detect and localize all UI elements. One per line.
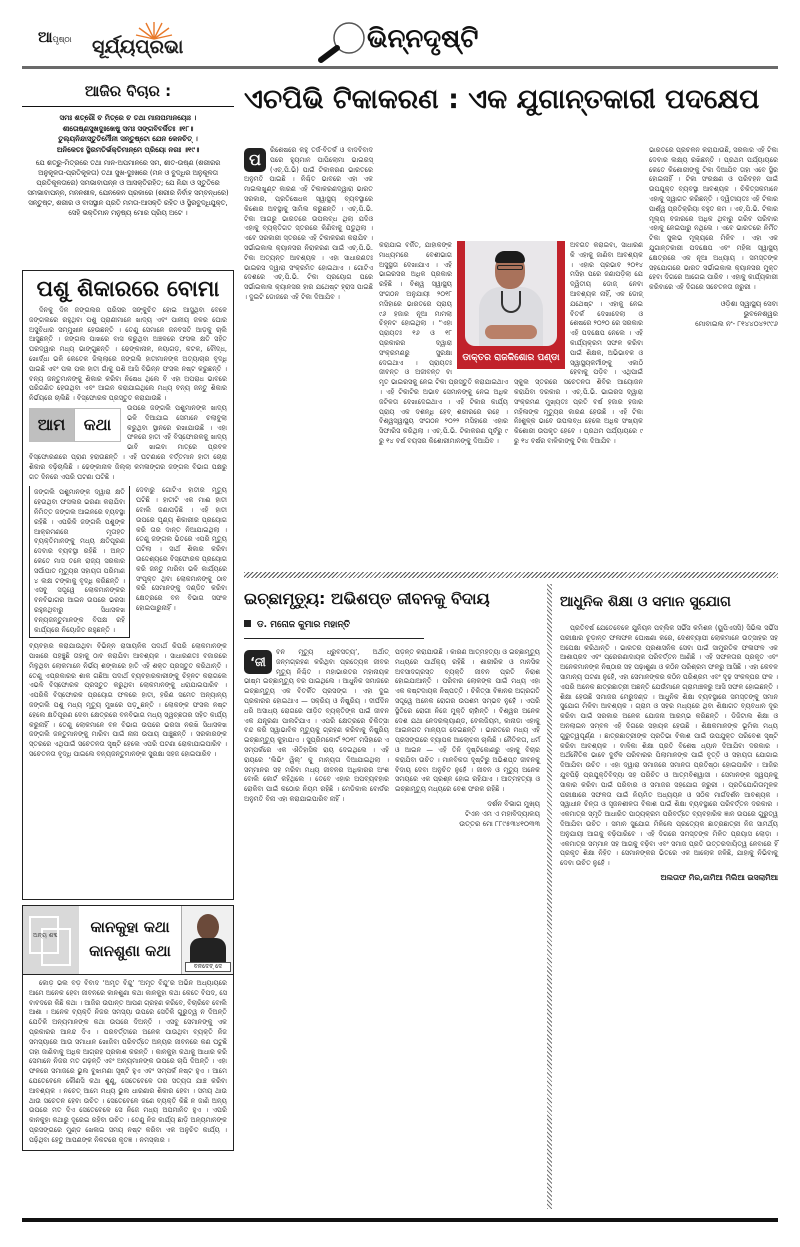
section-logo bbox=[315, 18, 555, 66]
signature-line: ଭୁବନେଶ୍ୱର bbox=[743, 309, 778, 318]
editorial-middle: ଉପରେ ଜଙ୍ଗଲି ପଶୁମାନଙ୍କ ଖାଦ୍ୟ ଭଳି ଦିଆଯାଇ ସେମାନେ ଚଲାବୁଲା କରୁଥିବା ସ୍ଥାନରେ ରଖାଯାଉଛି । ଏହା ଫଳରେ ହାତୀ ଏହି ବିସ୍ଫୋରକକୁ ଖାଦ୍ୟ ଭାବି ଖାଇବା ମାତ୍ରେ ପ୍ରବଳ ବିସ୍ଫୋରଣରେ ପ୍ରାଣ ହରାଉଛନ୍ତି । ଏହି ଘଟଣାରେ ବର୍ତ୍ତମାନ ହାତୀ ଚୋରା ଶିକାର ବଢ଼ିଚାଲିଛି । ଢେଙ୍କାନାଳ ଜିଲ୍ଲା କମଳାଙ୍ଗର ଜଙ୍ଗଲ ବିଭାଗ ପକ୍ଷରୁ ଗତ ଦିନରେ ଏପରି ଘଟଣା ଘଟିଛି । bbox=[29, 403, 227, 481]
badge-word: ଆମ bbox=[29, 408, 74, 442]
education-headline: ଆଧୁନିକ ଶିକ୍ଷା ଓ ସମାନ ସୁଯୋଗ bbox=[560, 594, 731, 610]
badge-word: କଥା bbox=[74, 408, 121, 442]
verse-line: ସମଃ ଶତ୍ରୌ ଚ ମିତ୍ରେ ଚ ତଥା ମାନାପମାନୟୋଃ । bbox=[59, 114, 197, 122]
section-divider bbox=[244, 572, 778, 578]
main-column-1 bbox=[244, 146, 373, 447]
euthanasia-article bbox=[244, 648, 540, 829]
verse-line: ତୁଲ୍ୟନିନ୍ଦାସ୍ତୁତିର୍ମୌନୀ ସନ୍ତୁଷ୍ଟୋ ଯେନ କେନଚିତ୍ । bbox=[58, 135, 198, 143]
stethoscope-icon bbox=[501, 291, 521, 313]
column-divider bbox=[547, 584, 552, 1209]
article2-column-1 bbox=[244, 648, 389, 829]
column-text: ଅବଗତ କରାଇବା, ସାଧାରଣ କି ଏହାକୁ ଜାଣିବା ଆବଶ୍ୟକ । ଏହାର ପ୍ରଭାବ ୨୦୧୪ ମସିହା ପରେ ଜଣାପଡ଼ିଲା ଯେ ଦ୍ୱିତୀୟ ଡୋଜ୍ ନେବା ଆବଶ୍ୟକ ନାହିଁ, ଏକ ଡୋଜ୍ ଯଥେଷ୍ଟ । ଏହାକୁ ନେଇ ବିତର୍କ ଦେଖାଦେଲା ଓ ଶେଷରେ ୨୦୨୦ ରେ ସରକାର ଏହି ପଦକ୍ଷେପ ନେଲେ । ଏହି କାର୍ଯ୍ୟକ୍ରମ ସଫଳ କରିବା ପାଇଁ ଶିକ୍ଷକ, ଅଭିଭାବକ ଓ ସ୍ୱାସ୍ଥ୍ୟକର୍ମୀଙ୍କୁ ଏକାଠି ହେବାକୁ ପଡ଼ିବ । ଏଥିପାଇଁ ସ୍କୁଲ ସ୍ତରରେ ସଚେତନତା ଶିବିର ଆୟୋଜନ କରାଯିବା ଦରକାର । ଏଚ୍.ପି.ଭି. ଭାଇରସ ଦ୍ୱାରା ସଂକ୍ରମଣ ମୁଖ୍ୟତଃ ପ୍ରତି ବର୍ଷ ହଜାର ହଜାର ମହିଳାଙ୍କ ମୃତ୍ୟୁର କାରଣ ହେଉଛି । ଏହି ଟିକା ନିଃଶୁଳ୍କ ଭାବେ ଉପଲବ୍ଧ ହେଲେ ଅଧିକ ସଂଖ୍ୟକ କିଶୋରୀ ଉପକୃତ ହେବେ । ପ୍ରଥମ ପର୍ଯ୍ୟାୟରେ ୯ ରୁ ୧୪ ବର୍ଷର ବାଳିକାଙ୍କୁ ଟିକା ଦିଆଯିବ । bbox=[514, 241, 643, 445]
column-logo-text: ଅନ୍ୟ ଶବ୍ଦ bbox=[33, 932, 58, 939]
editorial-article bbox=[22, 270, 234, 900]
signature-line: ଉତ୍ତର ମୋ ୮୮୯୫୩୪୧୦୩୩ bbox=[459, 819, 540, 828]
column-text: ରିଶେଷରେ କହୁ ତର୍ଜ-ବିତର୍କ ଓ ବାଦବିବାଦ ପରେ ହ୍ୟୁମାନ ପାପିଲୋମା ଭାଇରସ୍ (ଏଚ୍.ପି.ଭି) ପାଇଁ ଟିକାକରଣ ଭାରତରେ ଅନୁମତି ପାଇଛି । ନିଶ୍ଚିତ ଭାବରେ ଏହା ଏକ ମାଇଲଖୁଣ୍ଟ କାରଣ ଏହି ଟିକାକରଣଦ୍ୱାରା ଭାରତ ସରକାର, ପ୍ରତିଷେଧକ ସ୍ୱାସ୍ଥ୍ୟ ବ୍ୟବସ୍ଥାରେ କିଶୋର ଅବସ୍ଥାକୁ ସାମିଲ କରୁଛନ୍ତି । ଏଚ୍.ପି.ଭି. ଟିକା ଆଗରୁ ଭାରତରେ ଉପଲବ୍ଧ ଥିଲା ଯଦିଓ ଏହାକୁ ବ୍ୟକ୍ତିଗତ ସ୍ତରରେ କିଣିବାକୁ ପଡୁଥିଲା । ଏବେ ସରକାରୀ ସ୍ତରରେ ଏହି ଟିକାକରଣ କରାଯିବ । ସର୍ଭାଇକାଲ କ୍ୟାନସର ନିରାକରଣ ପାଇଁ ଏଚ୍.ପି.ଭି. ଟିକା ଅତ୍ୟନ୍ତ ଆବଶ୍ୟକ । ଏହା ସାଧାରଣତଃ ଭାଇରସ ଦ୍ୱାରା ସଂକ୍ରମିତ ହୋଇଥାଏ । ଗୋଟିଏ ଦେଶରେ ଏଚ୍.ପି.ଭି. ଟିକା ପ୍ରୟୋଗ ପରେ ସର୍ଭାଇକାଲ କ୍ୟାନସର ହାର ଯଥେଷ୍ଟ ହ୍ରାସ ପାଇଛି । ଦୁଇଟି ଡୋଜରେ ଏହି ଟିକା ଦିଆଯିବ । bbox=[244, 146, 373, 301]
drop-cap: ପ bbox=[244, 148, 266, 172]
todays-thought-title: ଆଜିର ବିଚାର : bbox=[22, 82, 234, 107]
column-text: କରାଯାଇ ବର୍ଜିତ, ଯାହାକଙ୍କ ମାଧ୍ୟମରେ ବେଶୀଭାଗ ଅସୁସ୍ଥତା ଦେଖାଯାଏ । ଏହି ଭାଇରସର ଅଧିକ ପ୍ରକାର ରହିଛି । ବିଶ୍ୱ ସ୍ୱାସ୍ଥ୍ୟ ସଂଗଠନ ଅନୁଯାୟୀ ୨୦୧୮ ମସିହାରେ ଭାରତରେ ପ୍ରାୟ ୯୬ ହଜାର ନୂଆ ମାମଲା ଚିହ୍ନଟ ହୋଇଥିଲା । “ଏହା ପ୍ରାୟତଃ ୧୬ ଓ ୧୮ ପ୍ରକାରର ଦ୍ୱାରା ସଂକ୍ରମଣରୁ ସୁରକ୍ଷା ଦେଇଥାଏ । ପ୍ରାୟତଃ ଜୀବନ୍ତ ଓ ଅଜୀବନ୍ତ ବା ମୃତ ଭାଇରସକୁ ନେଇ ଟିକା ପ୍ରସ୍ତୁତି କରାଯାଇଥାଏ । ଏହି ଟିକାଟିର ଅଭାବ ସେମାନଙ୍କୁ ନେଇ ଅଧିକ ଜଟିଳତା ଦେଖାଦେଇଥାଏ । ଏହି ଟିକାର କାର୍ଯ୍ୟ ପ୍ରାୟ ଏକ ଦଶନ୍ଧି ହେବ୍ ଶରୀରରେ ରହେ । ବିଶ୍ୱସ୍ୱାସ୍ଥ୍ୟ ସଂଗଠନ ୨୦୨୨ ମସିହାରେ ଏହାର ସିଫାରିସ କରିଥିଲା । ଏଚ୍.ପି.ଭି. ଟିକାକରଣ ପୂର୍ବରୁ ୯ ରୁ ୧୪ ବର୍ଷ ବୟସର କିଶୋରୀମାନଙ୍କୁ ଦିଆଯିବ । bbox=[379, 241, 508, 445]
author-photo bbox=[181, 906, 233, 974]
sanskrit-verse bbox=[22, 113, 234, 155]
masthead bbox=[0, 0, 800, 68]
signature-line: ଓଡ଼ିଶା ସ୍ୱାସ୍ଥ୍ୟ ସେବା bbox=[720, 299, 778, 308]
doctor-photo bbox=[457, 241, 565, 369]
signature-line: ମୋବାଇଲ ନଂ- ୮୧୪୪୦୪୨୯୯୬ bbox=[695, 319, 778, 328]
main-article-signature bbox=[649, 299, 778, 329]
author-name: ବନଦେବ୍ ଦେ bbox=[185, 962, 231, 972]
education-text: ପ୍ରତିବର୍ଷ ଯେତେବେଳେ ଯୁନିୟନ ପବ୍ଲିକ ସର୍ଭିସ କମିଶନ (ୟୁପିଏସସି) ସିଭିଲ ସର୍ଭିସ ପରୀକ୍ଷାର ଚୂଡ଼ାନ୍ତ ଫଳାଫଳ ଘୋଷଣା କରେ, ଦେଶବ୍ୟାପୀ ଲୋକମାନେ ଉତ୍ସାହର ସହ ଅପେକ୍ଷା କରିଥାନ୍ତି । ଭାରତର ପ୍ରଶାସନିକ ସେବା ପାଇଁ ସାମ୍ପ୍ରତିକ ଫଳାଫଳ ଏକ ଆଶାପ୍ରଦ ଏବଂ ପ୍ରେରଣାଦାୟକ ପରିବର୍ତ୍ତନ ଆଣିଛି । ଏହି ସଫଳତାର ପ୍ରକୃତ ଏବଂ ଅନେକମାନଙ୍କ ନିଷ୍ଠାର ସହ ପଢ଼ାଶୁଣା ଓ କଠିନ ପରିଶ୍ରମ ଫଳରୁ ଆସିଛି । ଏହା କେବଳ ସାମାନ୍ୟ ଘଟଣା ନୁହେଁ, ଏହା ସେମାନଙ୍କର କଠିନ ପରିଶ୍ରମ ଏବଂ ଦୃଢ଼ ସଂକଳ୍ପର ଫଳ । ଏପରି ଅନେକ ଛାତ୍ରଛାତ୍ରୀ ଅଛନ୍ତି ଯେଉଁମାନେ ଗ୍ରାମାଞ୍ଚଳରୁ ଆସି ସଫଳ ହୋଇଛନ୍ତି । ଶିକ୍ଷା ହେଉଛି ସମାଜର ମେରୁଦଣ୍ଡ । ଆଧୁନିକ ଶିକ୍ଷା ବ୍ୟବସ୍ଥାରେ ସମସ୍ତଙ୍କୁ ସମାନ ସୁଯୋଗ ମିଳିବା ଆବଶ୍ୟକ । ଗ୍ରାମ ଓ ସହର ମଧ୍ୟରେ ଥିବା ଶିକ୍ଷାଗତ ବ୍ୟବଧାନ ଦୂର କରିବା ପାଇଁ ସରକାର ଅନେକ ଯୋଜନା ଆରମ୍ଭ କରିଛନ୍ତି । ଡିଜିଟାଲ ଶିକ୍ଷା ଓ ଅନଲାଇନ ସମ୍ବଳ ଏହି ଦିଗରେ ସହାୟକ ହେଉଛି । ଶିକ୍ଷକମାନଙ୍କ ଭୂମିକା ମଧ୍ୟ ଗୁରୁତ୍ୱପୂର୍ଣ୍ଣ । ଛାତ୍ରଛାତ୍ରୀଙ୍କ ପ୍ରତିଭା ବିକାଶ ପାଇଁ ଉପଯୁକ୍ତ ପରିବେଶ ସୃଷ୍ଟି କରିବା ଆବଶ୍ୟକ । ବାଳିକା ଶିକ୍ଷା ପ୍ରତି ବିଶେଷ ଧ୍ୟାନ ଦିଆଯିବା ଦରକାର । ଅର୍ଥନୈତିକ ଭାବେ ଦୁର୍ବଳ ପରିବାରର ପିଲାମାନଙ୍କ ପାଇଁ ବୃତ୍ତି ଓ ସହାୟତା ଯୋଗାଇ ଦିଆଯିବା ଉଚିତ । ଏହା ଦ୍ୱାରା ସମାଜରେ ସମାନତା ପ୍ରତିଷ୍ଠା ହୋଇପାରିବ । ଆଜିର ଯୁବପିଢ଼ି ପ୍ରଯୁକ୍ତିବିଦ୍ୟା ସହ ପରିଚିତ ଓ ଆତ୍ମବିଶ୍ୱାସୀ । ସେମାନଙ୍କ ସ୍ୱପ୍ନକୁ ସାକାର କରିବା ପାଇଁ ପରିବାର ଓ ସମାଜର ସହଯୋଗ ଜରୁରୀ । ପ୍ରତିଯୋଗିତାମୂଳକ ପରୀକ୍ଷାରେ ସଫଳତା ପାଇଁ ନିୟମିତ ଅଧ୍ୟୟନ ଓ ସଠିକ ମାର୍ଗଦର୍ଶନ ଆବଶ୍ୟକ । ସ୍ୱାଧୀନ ଚିନ୍ତା ଓ ସୃଜନଶୀଳତା ବିକାଶ ପାଇଁ ଶିକ୍ଷା ବ୍ୟବସ୍ଥାରେ ପରିବର୍ତ୍ତନ ଦରକାର । ଏକମାତ୍ର ସ୍ମୃତି ଆଧାରିତ ପାଠ୍ୟକ୍ରମ ପରିବର୍ତ୍ତେ ବ୍ୟବହାରିକ ଜ୍ଞାନ ଉପରେ ଗୁରୁତ୍ୱ ଦିଆଯିବା ଉଚିତ । ସମାନ ସୁଯୋଗ ମିଳିଲେ ପ୍ରତ୍ୟେକ ଛାତ୍ରଛାତ୍ରୀ ନିଜ ସାମର୍ଥ୍ୟ ଅନୁଯାୟୀ ଆଗକୁ ବଢ଼ିପାରିବେ । ଏହି ଦିଗରେ ସମସ୍ତଙ୍କ ମିଳିତ ପ୍ରୟାସ ଲୋଡ଼ା । ଏକମାତ୍ର ସମ୍ମାନ ସହ ଆଗକୁ ବଢ଼ିବା ଏବଂ ସମାଜ ପ୍ରତି ଉତ୍ତରଦାୟିତ୍ୱ ନେବାରେ ହିଁ ପ୍ରକୃତ ଶିକ୍ଷା ନିହିତ । ସେମାନଙ୍କର ଭିତରେ ଏକ ଆଲୋକ ଜଳିଛି, ଯାହାକୁ ନିଭିବାକୁ ଦେବା ଉଚିତ ନୁହେଁ । bbox=[560, 624, 778, 868]
editorial-column-a: ଜଙ୍ଗଲି ପଶୁମାନଙ୍କ ଦ୍ୱାରା କ୍ଷତି ହେଉଥିବା ଫସଲର ଭରଣା କରାଯିବା ନିମିତ୍ତ ଜଙ୍ଗଲ ଆଇନରେ ବ୍ୟବସ୍ଥା ରହିଛି । ଏପରିକି ଜଙ୍ଗଲି ପଶୁଙ୍କ ଆକ୍ରମଣରେ ମୃତାହତ ବ୍ୟକ୍ତିମାନଙ୍କୁ ମଧ୍ୟ କ୍ଷତିପୂରଣ ଦେବାର ବ୍ୟବସ୍ଥା ରହିଛି । ଅନ୍ତ କେତେ ମାସ ତଳେ ରାଜ୍ୟ ସରକାର ସର୍ପାଘାତ ମୃତ୍ୟୁର ସହାୟତା ପରିମାଣ ୪ ଲକ୍ଷ ଟଙ୍କାକୁ ବୃଦ୍ଧି କରିଛନ୍ତି । ଏସବୁ ସତ୍ତ୍ୱେ ଲୋକମାନଙ୍କର ବନବିଭାଗର ଆଇନ ଉପରେ ଭରସା ରହୁନଥିବାରୁ ସିଧାସଳଖ ବନ୍ୟଜନ୍ତୁମାନଙ୍କ ବିପକ୍ଷ ରହି କାର୍ଯ୍ୟରେ ନିୟୋଜିତ ରହୁଛନ୍ତି । bbox=[29, 486, 130, 638]
signature-line: ଦର୍ଶନ ବିଭାଗ ମୁଖ୍ୟ bbox=[487, 799, 540, 808]
editorial-headline: ପଶୁ ଶିକାରରେ ବୋମା bbox=[36, 277, 220, 302]
todays-thought bbox=[22, 82, 234, 218]
column-logo bbox=[23, 906, 79, 974]
title-line: କାନଶୁଣା କଥା bbox=[89, 942, 171, 960]
column-text: ବନ ମୃତ୍ୟୁ ଧ୍ରୁବସତ୍ୟ’, ଅର୍ଥାତ୍ ଜନ୍ମଗ୍ରହଣ କରିଥିବା ପ୍ରତ୍ୟେକ ଜୀବର ମୃତ୍ୟୁ ନିଶ୍ଚିତ । ମହାଭାରତର ମହାନାୟକ ଭୀଷ୍ମ ଇଚ୍ଛାମୃତ୍ୟୁ ବର ପାଇଥିଲେ । ଆଧୁନିକ ସମାଜରେ ଇଚ୍ଛାମୃତ୍ୟୁ ଏକ ବିତର୍କିତ ପ୍ରସଙ୍ଗ । ଏହା ଦୁଇ ପ୍ରକାରର ହୋଇଥାଏ — ସକ୍ରିୟ ଓ ନିଷ୍କ୍ରିୟ । ଦୀର୍ଘଦିନ ଧରି ଅସାଧ୍ୟ ରୋଗରେ ପୀଡ଼ିତ ବ୍ୟକ୍ତିଙ୍କ ପାଇଁ ଜୀବନ ଏକ ଯନ୍ତ୍ରଣା ପାଲଟିଯାଏ । ଏପରି କ୍ଷେତ୍ରରେ ଚିକିତ୍ସା ବନ୍ଦ କରି ସ୍ୱାଭାବିକ ମୃତ୍ୟୁକୁ ଗ୍ରହଣ କରିବାକୁ ନିଷ୍କ୍ରିୟ ଇଚ୍ଛାମୃତ୍ୟୁ କୁହାଯାଏ । ସୁପ୍ରିମକୋର୍ଟ ୨୦୧୮ ମସିହାରେ ଏ ସମ୍ପର୍କରେ ଏକ ଐତିହାସିକ ରାୟ ଦେଇଥିଲେ । ଏହି ରାୟରେ ‘ଲିଭିଂ ୱିଲ୍’ କୁ ମାନ୍ୟତା ଦିଆଯାଇଥିଲା । ସମ୍ମାନର ସହ ମରିବା ମଧ୍ୟ ଜୀବନର ଅଧିକାରର ଅଂଶ ବୋଲି କୋର୍ଟ କହିଥିଲେ । ତେବେ ଏହାର ଅପବ୍ୟବହାର ରୋକିବା ପାଇଁ କଠୋର ନିୟମ ରହିଛି । ମେଡିକାଲ ବୋର୍ଡର ଅନୁମତି ବିନା ଏହା କରାଯାଇପାରିବ ନାହିଁ । bbox=[244, 648, 389, 803]
article2-column-2 bbox=[395, 648, 540, 829]
page-number bbox=[38, 28, 72, 46]
euthanasia-headline: ଇଚ୍ଛାମୃତ୍ୟୁ: ଅଭିଶପ୍ତ ଜୀବନକୁ ବିଦାୟ bbox=[244, 589, 490, 608]
byline bbox=[244, 620, 424, 639]
editorial-intro: ଦିନକୁ ଦିନ ଜଙ୍ଗଲର ପରିସର ସଙ୍କୁଚିତ ହୋଇ ଆସୁଥିବା ବେଳେ ଜଙ୍ଗଲରେ ରହୁଥିବା ପଶୁ ପ୍ରାଣୀମାନେ ଖାଦ୍ୟ ଏବଂ ପାନୀୟ ଜଳର ଘୋର ଅସୁବିଧାର ସମ୍ମୁଖୀନ ହେଉଛନ୍ତି । ତେଣୁ ସେମାନେ ଜନବସତି ଆଡ଼କୁ ଚାଲି ଆସୁଛନ୍ତି । ଜଙ୍ଗଲ ପାଖରେ ବାସ କରୁଥିବା ଅଞ୍ଚଳରେ ଫସଲ କ୍ଷତି ସହିତ ଘରଦ୍ୱାର ମଧ୍ୟ ଭାଙ୍ଗୁଛନ୍ତି । ଢେଙ୍କାନାଳ, ନୟାଗଡ଼, କଟକ, ବୌଦ୍ଧ, ଖୋର୍ଦ୍ଧା ଭଳି କେତେକ ଜିଲ୍ଲାରେ ଜଙ୍ଗଲି ହାତୀମାନଙ୍କ ଅତ୍ୟାଚାର ବୃଦ୍ଧି ପାଇଛି ଏବଂ ପଲ ପଲ ହାତୀ ଗାଁକୁ ପଶି ଆସି ବିଭିନ୍ନ ଫସଲ ନଷ୍ଟ କରୁଛନ୍ତି । ବନ୍ୟ ଜନ୍ତୁମାନଙ୍କୁ ଶିକାର କରିବା ନିଷେଧ ଥିଲେ ବି ଏହା ଅପରାଧ ଭାବରେ ପରିଗଣିତ ହେଉଥିବା ଏବଂ ଆଇନ କରାଯାଇଥିଲେ ମଧ୍ୟ ବନ୍ୟ ଜନ୍ତୁ ଶିକାର ନିର୍ଭୟରେ ଚାଲିଛି । ବିସ୍ଫୋରକ ପ୍ରସ୍ତୁତ କରାଯାଉଛି । bbox=[29, 306, 227, 403]
newspaper-name: ସୂର୍ଯ୍ୟପ୍ରଭା bbox=[92, 36, 184, 58]
main-article bbox=[244, 146, 778, 447]
magnifier-icon bbox=[315, 20, 367, 64]
title-line: କାନକୁହା କଥା bbox=[90, 918, 170, 936]
editorial-column-b: ଦେବାରୁ ଗୋଟିଏ ହାତୀର ମୃତ୍ୟୁ ଘଟିଛି । ହାତୀଟି ଏକ ମାଈ ହାତୀ ବୋଲି ଜଣାପଡ଼ିଛି । ଏହି ହାତୀ ଉପରେ ଘୃଣ୍ୟ ଶିକାରୀର ପ୍ରୟୋଗ କରି ତାର ଦାନ୍ତ ନିଆଯାଇଥିଲା । ତେଣୁ ଜଙ୍ଗଲ ଭିତରେ ଏପରି ମୃତ୍ୟୁ ଘଟିଲା । ସାର୍ଥ ଶିକାର କରିବା ଉଦ୍ଦେଶ୍ୟରେ ବିସ୍ଫୋରକ ପ୍ରୟୋଗ କରି ଜନ୍ତୁ ମାରିବା ଭଳି କାର୍ଯ୍ୟରେ ସଂପୃକ୍ତ ଥିବା ଲୋକମାନଙ୍କୁ ଠାବ କରି ସେମାନଙ୍କୁ ଦଣ୍ଡିତ କରିବା କ୍ଷେତ୍ରରେ ବନ ବିଭାଗ ସଫଳ ହୋଇପାରୁନାହିଁ । bbox=[136, 486, 227, 612]
photo-caption: ଡାକ୍ତର ରାଜକିଶୋର ପଣ୍ଡା bbox=[462, 353, 560, 363]
page-bottom-rule bbox=[22, 1218, 778, 1222]
masthead-divider bbox=[22, 66, 778, 69]
main-column-4 bbox=[649, 146, 778, 447]
ama-katha-badge bbox=[29, 408, 121, 442]
column-text: ପଡ଼ନ୍ତ କରାଯାଉଛି । କାରଣ ଆତ୍ମହତ୍ୟା ଓ ଇଚ୍ଛାମୃତ୍ୟୁ ମଧ୍ୟରେ ପାର୍ଥକ୍ୟ ରହିଛି । ଶାରୀରିକ ଓ ମାନସିକ ଅବସାଦଗ୍ରସ୍ତ ବ୍ୟକ୍ତି ଜୀବନ ପ୍ରତି ନିରାଶ ହୋଇଯାଆନ୍ତି । ପରିବାର ଲୋକଙ୍କ ପାଇଁ ମଧ୍ୟ ଏହା ଏକ କଷ୍ଟଦାୟକ ନିଷ୍ପତ୍ତି । ଚିକିତ୍ସା ବିଜ୍ଞାନର ଅଗ୍ରଗତି ସତ୍ତ୍ୱେ ଅନେକ ରୋଗର ଉପଶମ ସମ୍ଭବ ନୁହେଁ । ଏପରି ସ୍ଥିତିରେ ରୋଗୀ ନିଜେ ମୁକ୍ତି ଚାହାଁନ୍ତି । ବିଶ୍ୱର ଅନେକ ଦେଶ ଯଥା ନେଦରଲ୍ୟାଣ୍ଡ, ବେଲଜିୟମ, କାନାଡା ଏହାକୁ ଆଇନଗତ ମାନ୍ୟତା ଦେଇଛନ୍ତି । ଭାରତରେ ମଧ୍ୟ ଏହି ପ୍ରସଙ୍ଗରେ ବ୍ୟାପକ ଆଲୋଚନା ଚାଲିଛି । ନୈତିକତା, ଧର୍ମ ଓ ଆଇନ — ଏହି ତିନି ଦୃଷ୍ଟିକୋଣରୁ ଏହାକୁ ବିଚାର କରାଯିବା ଉଚିତ । ମାନବିକତା ଦୃଷ୍ଟିରୁ ଅଭିଶପ୍ତ ଜୀବନକୁ ବିଦାୟ ଦେବା ଅନୁଚିତ ନୁହେଁ । ଜୀବନ ଓ ମୃତ୍ୟୁ ଅନେକ ସମୟରେ ଏକ ପ୍ରଶ୍ନ ହୋଇ ରହିଯାଏ । ଆତ୍ମହତ୍ୟା ଓ ଇଚ୍ଛାମୃତ୍ୟୁ ମଧ୍ୟରେ ବେଶ ଫରକ ରହିଛି । bbox=[395, 648, 540, 794]
verse-line: ଶୀତୋଷ୍ଣସୁଖଦୁଃଖେଷୁ ସମଃ ସଙ୍ଗବିବର୍ଜିତଃ ॥୧୮॥ bbox=[62, 124, 194, 133]
drop-cap: ‘ଜୀ bbox=[244, 650, 272, 674]
section-name: ଭିନ୍ନଦୃଷ୍ଟି bbox=[367, 24, 479, 54]
kana-katha-title bbox=[79, 906, 181, 974]
editorial-closing: ବ୍ୟବହାର କରାଯାଉଥିବା ବିଭିନ୍ନ ରାସାୟନିକ ପଦାର୍ଥ କିପରି ଲୋକମାନଙ୍କ ପାଖରେ ପହଞ୍ଚୁଛି ତାହାକୁ ଠାବ କରାଯିବା ଆବଶ୍ୟକ । ସାଧାରଣତଃ ବଜାରରେ ମିଳୁଥିବା ଲୋକମାନେ ନିର୍ଭୟ ଶଙ୍କାରେ ହାତି ଏହି ଶକ୍ତ ପ୍ରସ୍ତୁତ କରିଥାନ୍ତି । ତେଣୁ ଏପ୍ରକାରର ଶାକ ଗଛିଆ ପଦାର୍ଥ ବ୍ୟବହାରକାରୀଙ୍କୁ ଚିହ୍ନଟ କରାଗଲେ ଏଭଳି ବିସ୍ଫୋରକ ପ୍ରସ୍ତୁତ କରୁଥିବା ଲୋକମାନଙ୍କୁ ଧରାଯାଇପାରିବ । ଏପରିକି ବିସ୍ଫୋରକ ପ୍ରୟୋଗ ଫଳରେ ହାତୀ, ହରିଣ ସମେତ ଅନ୍ୟାନ୍ୟ ଜଙ୍ଗଲି ପଶୁ ମଧ୍ୟ ମୃତ୍ୟୁ ମୁଖରେ ପଡ଼ୁଛନ୍ତି । ଲୋକଙ୍କ ଫସଲ ନଷ୍ଟ ହେଲେ କ୍ଷତିପୂରଣ ଦେବା କ୍ଷେତ୍ରରେ ବନବିଭାଗ ମଧ୍ୟ ସ୍ୱଚ୍ଛତାର ସହିତ କାର୍ଯ୍ୟ କରୁନାହିଁ । ତେଣୁ ଲୋକମାନେ ବନ ବିଭାଗ ଉପରେ ଭରସା ନରଖି ସିଧାସଳଖ ଜଙ୍ଗଲି ଜନ୍ତୁମାନଙ୍କୁ ମାରିବା ପାଇଁ ନାନା ଉପାୟ ପାଞ୍ଚୁଛନ୍ତି । ସରକାରଙ୍କ ସ୍ତରରେ ଏଥିପାଇଁ ସଚେତନତା ସୃଷ୍ଟି ହେଲେ ଏପରି ଘଟଣା ରୋକାଯାଇପାରିବ । ସଚେତନତା ବୃଦ୍ଧି ପାଇଲେ ବନ୍ୟଜନ୍ତୁମାନଙ୍କ ସୁରକ୍ଷା ସହଜ ହୋଇପାରିବ । bbox=[29, 642, 227, 759]
kana-katha-header bbox=[22, 905, 234, 975]
author-name: ଡ. ମନୋଜ କୁମାର ମହାନ୍ତି bbox=[257, 620, 351, 630]
education-signature: ଅଲତାଫ ମିର,ଜାମିଆ ମିଲିଆ ଇସଲାମିଆ bbox=[660, 872, 778, 882]
page-label: ପୃଷ୍ଠା bbox=[52, 35, 72, 44]
kana-katha-body bbox=[22, 975, 234, 1151]
kana-katha-text: କୋଡ଼ ଭଲ ବଡ଼ ବିବାଦ ‘ଅମୃତ ବିନ୍ଦୁ’ ‘ଅମୃତ ବିନ୍ଦୁ’ର ଅଭିନ ଅଧ୍ୟାୟରେ ଆମେ ଅନେକ ହେବା ଜୀବନରେ କାନଶୁଣା କଥା କାନକୁହା କଥା କେତେ ବିପଦ, ସେ ବାବଦରେ କିଛି କଥା । ଆଜିର ଉପାନ୍ତ ଆପଣ ଗ୍ରହଣ କରିବେ, ବିଚାରିବେ ବୋଲି ଆଶା । ଅନେକ ବ୍ୟକ୍ତି ନିଜର ସମସ୍ୟା ଉପରେ ସେତିକି ଗୁରୁତ୍ୱ ନ ଦିଅନ୍ତି ଯେତିକି ଅନ୍ୟମାନଙ୍କ କଥା ଉପରେ ଦିଅନ୍ତି । ଏସବୁ ସେମାନଙ୍କୁ ଏକ ପ୍ରକାରର ଆନନ୍ଦ ଦିଏ । ପରବର୍ତ୍ତୀରେ ଅନେକ ପାଉଥିବା ବ୍ୟକ୍ତି ନିଜ ସମସ୍ୟାରେ ଆଉ ସମାଧାନ ଖୋଜିବା ପରିବର୍ତ୍ତେ ଅନ୍ୟର ଜୀବନରେ କଣ ଘଟୁଛି ତାହା ଜାଣିବାକୁ ଅଧିକ ଆଗ୍ରହ ପ୍ରକାଶ କରନ୍ତି । କାନକୁହା କଥାକୁ ଆଧାର କରି ସେମାନେ ନିଜର ମତ ଗଢ଼ନ୍ତି ଏବଂ ଅନ୍ୟମାନଙ୍କ ଉପରେ ଚାପି ଦିଅନ୍ତି । ଏହା ଫଳରେ ସମାଜରେ ଭୁଲ ବୁଝାମଣା ସୃଷ୍ଟି ହୁଏ ଏବଂ ସମ୍ପର୍କ ନଷ୍ଟ ହୁଏ । ଆମେ ଯେତେବେଳେ କୌଣସି କଥା ଶୁଣୁ, ସେତେବେଳେ ତାର ସତ୍ୟତା ଯାଞ୍ଚ କରିବା ଆବଶ୍ୟକ । ନଚେତ୍ ଆମେ ମଧ୍ୟ ଭୁଲ ଧାରଣାର ଶିକାର ହେବା । ସମୟ ଥାଉ ଥାଉ ସଚେତନ ହେବା ଉଚିତ । ସେତେବେଳେ ଜଣେ ବ୍ୟକ୍ତି କିଛି ନ ଜାଣି ଅନ୍ୟ ଉପରେ ମତ ଦିଏ ସେତେବେଳେ ସେ ନିଜେ ମଧ୍ୟ ଅପମାନିତ ହୁଏ । ଏପରି କାନକୁହା କଥାରୁ ଦୂରେଇ ରହିବା ଉଚିତ । ତେଣୁ ନିଜ କାର୍ଯ୍ୟ ଛାଡ଼ି ଅନ୍ୟମାନଙ୍କ ପ୍ରସଙ୍ଗରେ ମୁଣ୍ଡ ଖେଳାଇ ସମୟ ନଷ୍ଟ କରିବା ଏକ ଅନୁଚିତ କାର୍ଯ୍ୟ । ପଢ଼ିଥିବା ହେତୁ ଆପଣଙ୍କ ନିକଟରେ କୃତଜ୍ଞ । ନମସ୍କାର । bbox=[29, 979, 227, 1144]
verse-meaning: ଯେ ଶତ୍ରୁ-ମିତ୍ରରେ ତଥା ମାନ-ଅପମାନରେ ସମ, ଶୀତ-ଉଷ୍ଣ (ଶରୀରର ଅନୁକୂଳତା-ପ୍ରତିକୂଳତା) ତଥା ସୁଖ-ଦୁଃଖରେ (ମନ ଓ ବୁଦ୍ଧିର ଅନୁକୂଳତା ପ୍ରତିକୂଳତାରେ) ସମଭାବାପନ୍ନ ଓ ଆସକ୍ତିରହିତ; ଯେ ନିନ୍ଦା ଓ ସ୍ତୁତିରେ ସମଭାବାପନ୍ନ, ମନନଶୀଳ, ଯେନକେନ ପ୍ରକାରେ (ଶରୀର ନିର୍ବାହ ସମ୍ବନ୍ଧରେ) ସନ୍ତୁଷ୍ଟ, ଶରୀର ଓ ବାସସ୍ଥାନ ପ୍ରତି ମମତା-ଆସକ୍ତି ରହିତ ଓ ସ୍ଥିରବୁଦ୍ଧିଯୁକ୍ତ, ସେହି ଭକ୍ତିମାନ ମନୁଷ୍ୟ ମୋର ପ୍ରିୟ ଅଟେ । bbox=[27, 159, 229, 217]
column-text: ଭାରତରେ ପ୍ରଚଳନ କରାଯାଉଛି, ସରକାର ଏହି ଟିକା ଦେବାର ଲକ୍ଷ୍ୟ ରଖିଛନ୍ତି । ପ୍ରଥମ ପର୍ଯ୍ୟାୟରେ କେତେ କିଶୋରୀଙ୍କୁ ଟିକା ଦିଆଯିବ ତାହା ଏବେ ସ୍ଥିର ହୋଇନାହିଁ । ଟିକା ସଂରକ୍ଷଣ ଓ ପରିବହନ ପାଇଁ ଉପଯୁକ୍ତ ବ୍ୟବସ୍ଥା ଆବଶ୍ୟକ । ଚିକିତ୍ସକମାନେ ଏହାକୁ ସ୍ୱାଗତ କରିଛନ୍ତି । ଦ୍ୱିତୀୟତଃ ଏହି ଟିକାର ପାର୍ଶ୍ୱ ପ୍ରତିକ୍ରିୟା ବହୁତ କମ । ଏଚ୍.ପି.ଭି. ଟିକାର ମୂଲ୍ୟ ବଜାରରେ ଅଧିକ ଥିବାରୁ ଗରିବ ପରିବାର ଏହାକୁ ନେଇପାରୁ ନଥିଲେ । ଏବେ ଭାରତରେ ନିର୍ମିତ ଟିକା ସୁଲଭ ମୂଲ୍ୟରେ ମିଳିବ । ଏହା ଏକ ଯୁଗାନ୍ତକାରୀ ପଦକ୍ଷେପ ଏବଂ ମହିଳା ସ୍ୱାସ୍ଥ୍ୟ କ୍ଷେତ୍ରରେ ଏକ ନୂଆ ଅଧ୍ୟାୟ । ସମସ୍ତଙ୍କ ସହଯୋଗରେ ଭାରତ ସର୍ଭାଇକାଲ କ୍ୟାନସର ମୁକ୍ତ ହେବା ଦିଗରେ ଆଗେଇ ପାରିବ । ଏହାକୁ କାର୍ଯ୍ୟକାରୀ କରିବାରେ ଏହି ଦିଗରେ ସଚେତନତା ଜରୁରୀ । bbox=[649, 146, 778, 292]
newspaper-logo bbox=[92, 20, 222, 64]
kana-katha-column bbox=[22, 905, 234, 1151]
article2-signature bbox=[395, 799, 540, 829]
main-headline: ଏଚପିଭି ଟିକାକରଣ : ଏକ ଯୁଗାନ୍ତକାରୀ ପଦକ୍ଷେପ bbox=[244, 84, 760, 115]
verse-line: ଅନିକେତଃ ସ୍ଥିରମତିର୍ଭକ୍ତିମାନ୍ମେ ପ୍ରିୟୋ ନରଃ ॥୧୯॥ bbox=[56, 145, 200, 154]
education-article bbox=[560, 624, 778, 883]
page-number-value: ଆ bbox=[38, 28, 53, 46]
signature-line: ଟିଏନ ଏମ ଏ ମହାବିଦ୍ୟାଳୟ bbox=[464, 809, 540, 818]
